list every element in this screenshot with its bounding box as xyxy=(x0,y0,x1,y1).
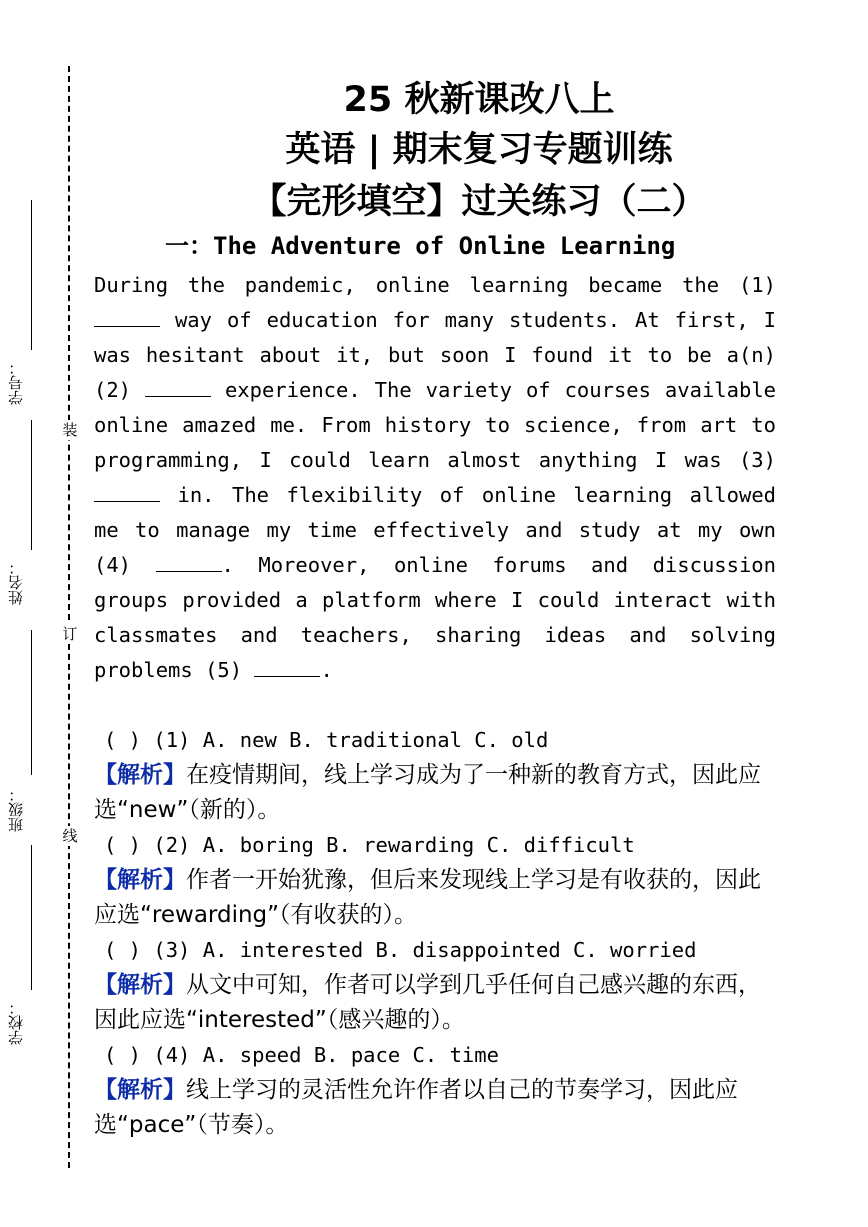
class-label: 班级： xyxy=(7,787,25,832)
analysis-text: 作者一开始犹豫，但后来发现线上学习是有收获的，因此应选“rewarding”（有收获的）。 xyxy=(94,867,761,928)
blank-5 xyxy=(254,654,320,677)
question-4: ( ) (4) A. speed B. pace C. time xyxy=(104,1043,499,1067)
name-label: 姓名： xyxy=(7,560,25,605)
school-line xyxy=(31,845,32,990)
title-line-1: 25 秋新课改八上 xyxy=(343,80,615,120)
passage-segment: way of education for many students. At first, I was hesitant about it, but soon I found it to be a(n) (2) xyxy=(94,308,777,402)
passage-segment: in. The flexibility of online learning allowed me to manage my time effectively and study at my own (4) xyxy=(94,483,777,577)
analysis-tag: 【解析】 xyxy=(94,1077,186,1103)
binding-mark-zhuang: 装 xyxy=(62,421,78,439)
analysis-text: 线上学习的灵活性允许作者以自己的节奏学习，因此应选“pace”（节奏）。 xyxy=(94,1077,738,1138)
blank-3 xyxy=(94,479,160,502)
binding-mark-xian: 线 xyxy=(62,827,78,845)
question-3: ( ) (3) A. interested B. disappointed C. worried xyxy=(104,938,697,962)
passage-segment: . xyxy=(320,658,333,682)
binding-margin xyxy=(0,0,90,1227)
analysis-2 xyxy=(94,863,776,933)
student-id-line xyxy=(31,200,32,350)
passage-segment: experience. The variety of courses available online amazed me. From history to science, from art to programming, I could learn almost anything I was (3) xyxy=(94,378,777,472)
analysis-tag: 【解析】 xyxy=(94,867,186,893)
name-line xyxy=(31,420,32,550)
binding-mark-ding: 订 xyxy=(62,625,78,643)
passage-segment: During the pandemic, online learning became the (1) xyxy=(94,273,776,297)
analysis-4 xyxy=(94,1073,776,1143)
question-1: ( ) (1) A. new B. traditional C. old xyxy=(104,728,549,752)
analysis-3 xyxy=(94,968,776,1038)
analysis-1 xyxy=(94,758,776,828)
school-label: 学校： xyxy=(7,1000,25,1045)
blank-1 xyxy=(94,304,160,327)
student-id-label: 学号： xyxy=(7,360,25,405)
title-line-2: 英语 | 期末复习专题训练 xyxy=(285,130,673,170)
analysis-text: 从文中可知，作者可以学到几乎任何自己感兴趣的东西，因此应选“interested”（感兴趣的）。 xyxy=(94,972,761,1033)
title-line-3: 【完形填空】过关练习（二） xyxy=(251,182,707,222)
blank-2 xyxy=(145,374,211,397)
passage-segment: . Moreover, online forums and discussion groups provided a platform where I could interact with classmates and teachers, sharing ideas and solving problems (5) xyxy=(94,553,776,682)
analysis-tag: 【解析】 xyxy=(94,972,186,998)
binding-dashed-line xyxy=(68,66,70,1168)
blank-4 xyxy=(156,549,222,572)
section-title: 一：The Adventure of Online Learning xyxy=(165,232,676,260)
analysis-tag: 【解析】 xyxy=(94,762,186,788)
analysis-text: 在疫情期间，线上学习成为了一种新的教育方式，因此应选“new”（新的）。 xyxy=(94,762,761,823)
class-line xyxy=(31,630,32,775)
question-2: ( ) (2) A. boring B. rewarding C. difficult xyxy=(104,833,635,857)
cloze-passage xyxy=(94,268,776,688)
